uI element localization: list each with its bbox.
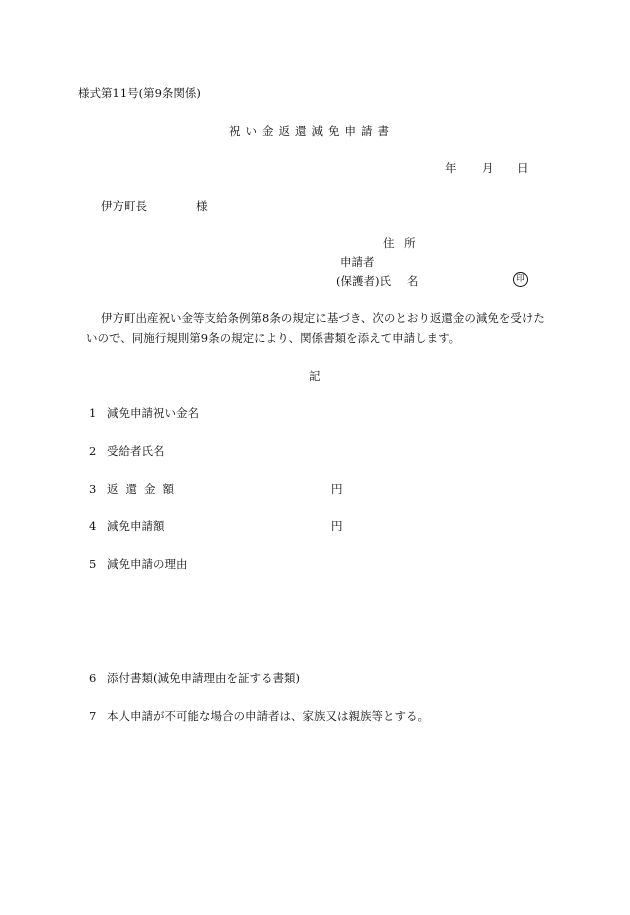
body-line-1: 伊方町出産祝い金等支給条例第8条の規定に基づき、次のとおり返還金の減免を受けた: [101, 311, 545, 325]
address-label: 住 所: [383, 236, 419, 250]
date-day: 日: [517, 161, 529, 175]
item-number: 1: [89, 406, 97, 420]
item-number: 7: [89, 709, 97, 723]
item-label: 減免申請祝い金名: [107, 406, 199, 420]
addressee-name: 伊方町長: [101, 199, 147, 213]
item-unit: 円: [331, 482, 343, 496]
item-unit: 円: [331, 519, 343, 533]
item-number: 4: [89, 519, 97, 533]
item-label: 本人申請が不可能な場合の申請者は、家族又は親族等とする。: [107, 709, 429, 723]
guardian-label: (保護者)氏: [336, 274, 391, 288]
item-number: 2: [89, 444, 97, 458]
item-label: 返還金額: [107, 482, 181, 496]
form-number: 様式第11号(第9条関係): [78, 86, 201, 100]
item-label: 添付書類(減免申請理由を証する書類): [107, 671, 300, 685]
item-number: 5: [89, 557, 97, 571]
item-label: 受給者氏名: [107, 444, 165, 458]
item-label: 減免申請額: [107, 519, 165, 533]
body-line-2: いので、同施行規則第9条の規定により、関係書類を添えて申請します。: [86, 331, 461, 345]
addressee-honorific: 様: [196, 199, 208, 213]
applicant-label: 申請者: [340, 255, 375, 269]
seal-mark: 印: [513, 272, 528, 287]
note-heading: 記: [309, 369, 321, 383]
document-title: 祝い金返還減免申請書: [229, 124, 394, 138]
item-number: 6: [89, 671, 97, 685]
date-month: 月: [482, 161, 494, 175]
name-label: 名: [407, 274, 419, 288]
item-number: 3: [89, 482, 97, 496]
item-label: 減免申請の理由: [107, 557, 188, 571]
date-year: 年: [445, 161, 457, 175]
